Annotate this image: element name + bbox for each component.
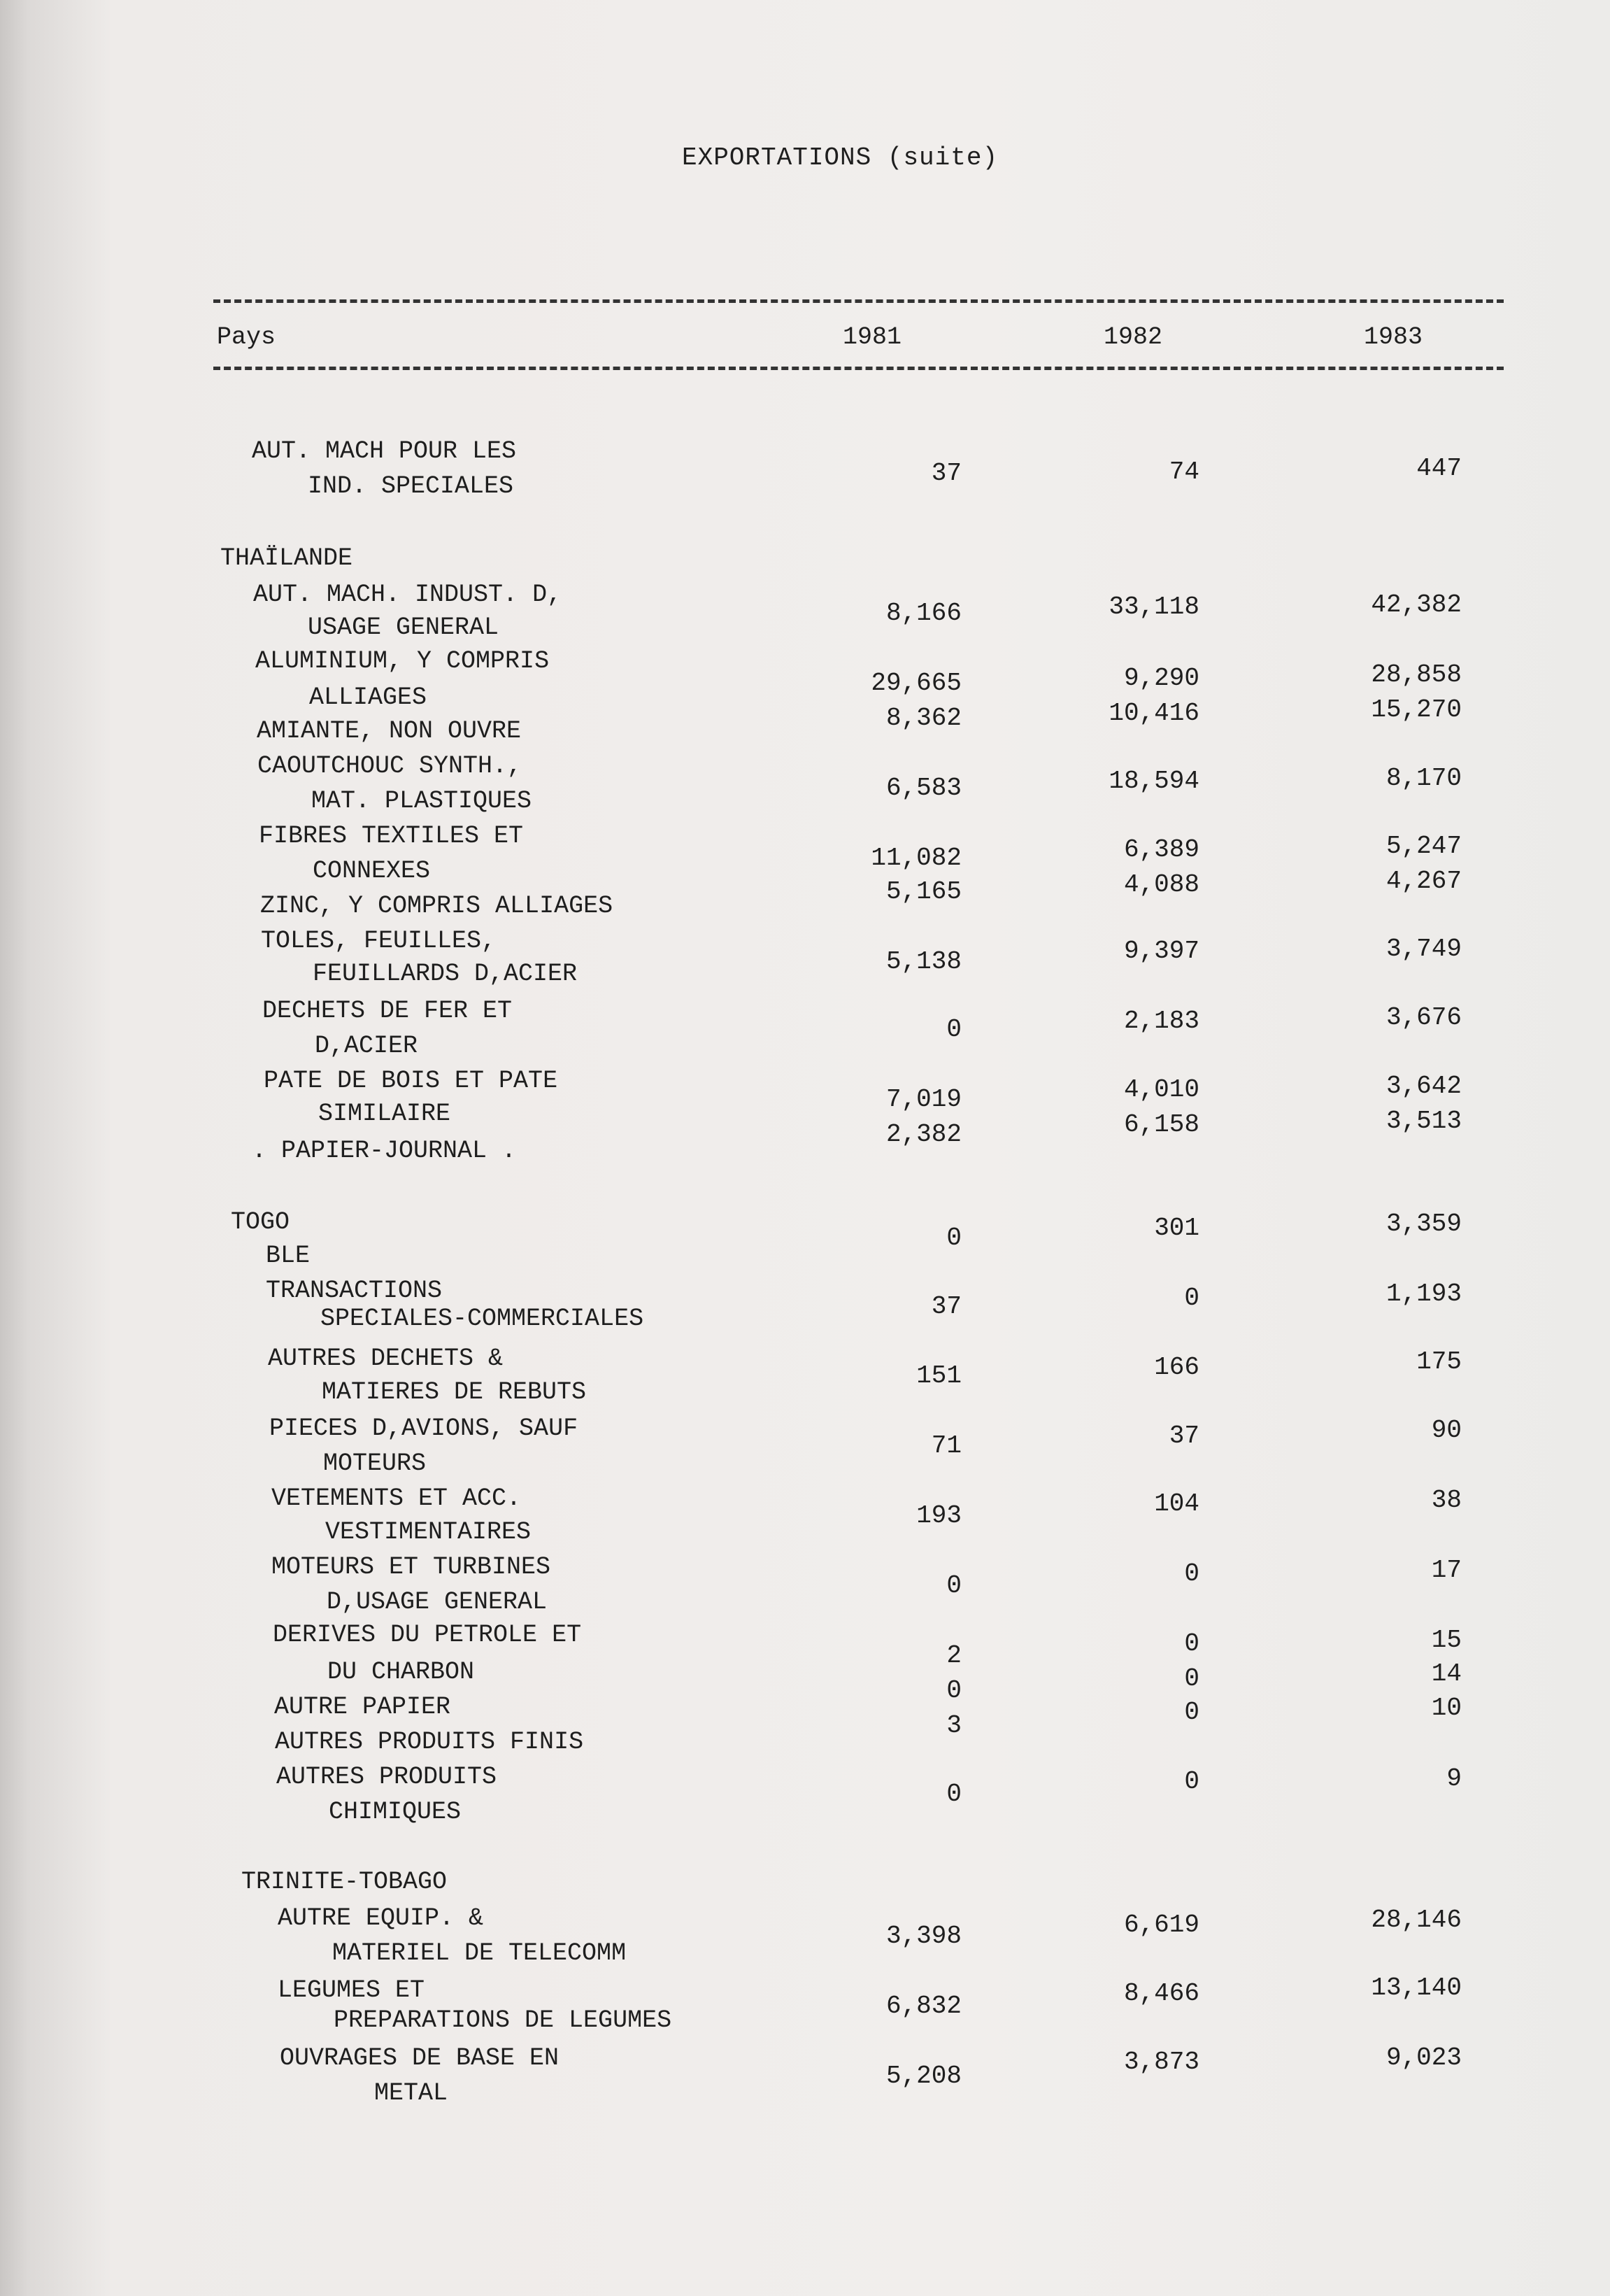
item-label: VETEMENTS ET ACC. bbox=[271, 1484, 522, 1512]
value-1983: 13,140 bbox=[1371, 1973, 1462, 2002]
value-1981: 6,832 bbox=[885, 1992, 962, 2020]
value-1982: 0 bbox=[1184, 1629, 1199, 1658]
value-1983: 42,382 bbox=[1371, 590, 1462, 619]
value-1982: 6,158 bbox=[1123, 1110, 1199, 1139]
value-1982: 3,873 bbox=[1123, 2048, 1199, 2076]
item-label: D,ACIER bbox=[315, 1032, 418, 1060]
value-1982: 18,594 bbox=[1109, 767, 1199, 795]
value-1983: 14 bbox=[1431, 1659, 1462, 1688]
value-1981: 2,382 bbox=[885, 1120, 962, 1149]
value-1983: 10 bbox=[1431, 1694, 1462, 1722]
value-1983: 38 bbox=[1431, 1486, 1462, 1515]
item-label: DU CHARBON bbox=[327, 1658, 475, 1686]
value-1981: 37 bbox=[931, 1292, 962, 1321]
value-1981: 29,665 bbox=[871, 669, 962, 697]
item-label: ZINC, Y COMPRIS ALLIAGES bbox=[260, 892, 613, 920]
item-label: METAL bbox=[374, 2079, 448, 2107]
value-1983: 447 bbox=[1416, 454, 1462, 483]
item-label: CHIMIQUES bbox=[329, 1798, 462, 1826]
value-1983: 28,146 bbox=[1371, 1906, 1462, 1934]
value-1983: 175 bbox=[1416, 1347, 1462, 1376]
value-1981: 0 bbox=[946, 1571, 962, 1600]
item-label: ALLIAGES bbox=[309, 683, 427, 711]
value-1981: 0 bbox=[946, 1015, 962, 1044]
value-1983: 8,170 bbox=[1385, 764, 1462, 793]
value-1981: 3,398 bbox=[885, 1922, 962, 1950]
value-1982: 301 bbox=[1154, 1214, 1199, 1242]
value-1982: 37 bbox=[1169, 1422, 1199, 1450]
item-label: SPECIALES-COMMERCIALES bbox=[320, 1305, 644, 1333]
value-1981: 5,208 bbox=[885, 2062, 962, 2090]
value-1983: 3,642 bbox=[1385, 1072, 1462, 1100]
item-label: DECHETS DE FER ET bbox=[262, 997, 513, 1025]
header-pays: Pays bbox=[217, 323, 276, 351]
value-1982: 6,389 bbox=[1123, 835, 1199, 864]
value-1982: 0 bbox=[1184, 1767, 1199, 1796]
item-label: AUT. MACH POUR LES bbox=[252, 437, 517, 465]
value-1982: 0 bbox=[1184, 1664, 1199, 1693]
value-1981: 0 bbox=[946, 1676, 962, 1705]
item-label: PATE DE BOIS ET PATE bbox=[264, 1067, 558, 1095]
value-1983: 5,247 bbox=[1385, 832, 1462, 860]
header-bottom-rule bbox=[213, 367, 1504, 370]
value-1983: 28,858 bbox=[1371, 660, 1462, 689]
item-label: MATIERES DE REBUTS bbox=[322, 1378, 587, 1406]
item-label: PREPARATIONS DE LEGUMES bbox=[334, 2006, 672, 2034]
value-1983: 3,749 bbox=[1385, 935, 1462, 963]
value-1981: 193 bbox=[916, 1501, 962, 1530]
item-label: AUTRES DECHETS & bbox=[268, 1345, 504, 1373]
value-1981: 11,082 bbox=[871, 844, 962, 872]
item-label: BLE bbox=[266, 1242, 311, 1270]
header-1981: 1981 bbox=[843, 323, 902, 351]
value-1983: 9 bbox=[1446, 1764, 1462, 1793]
header-top-rule bbox=[213, 299, 1504, 303]
value-1981: 6,583 bbox=[885, 774, 962, 802]
value-1982: 0 bbox=[1184, 1559, 1199, 1588]
item-label: FEUILLARDS D,ACIER bbox=[313, 960, 578, 988]
value-1983: 9,023 bbox=[1385, 2043, 1462, 2072]
value-1982: 4,088 bbox=[1123, 870, 1199, 899]
value-1982: 8,466 bbox=[1123, 1979, 1199, 2008]
value-1982: 74 bbox=[1169, 458, 1199, 486]
value-1982: 9,290 bbox=[1123, 664, 1199, 693]
value-1981: 8,362 bbox=[885, 704, 962, 732]
country-heading: THAÏLANDE bbox=[220, 544, 353, 572]
value-1983: 3,513 bbox=[1385, 1107, 1462, 1135]
value-1982: 0 bbox=[1184, 1698, 1199, 1727]
item-label: AMIANTE, NON OUVRE bbox=[257, 717, 522, 745]
item-label: IND. SPECIALES bbox=[308, 472, 514, 500]
value-1983: 15,270 bbox=[1371, 695, 1462, 724]
item-label: AUTRE PAPIER bbox=[274, 1693, 451, 1721]
value-1981: 2 bbox=[946, 1641, 962, 1670]
value-1983: 17 bbox=[1431, 1556, 1462, 1585]
item-label: OUVRAGES DE BASE EN bbox=[280, 2044, 560, 2072]
item-label: AUTRES PRODUITS bbox=[276, 1763, 497, 1791]
item-label: TRANSACTIONS bbox=[266, 1277, 443, 1305]
item-label: USAGE GENERAL bbox=[308, 614, 499, 642]
item-label: VESTIMENTAIRES bbox=[325, 1518, 532, 1546]
value-1983: 15 bbox=[1431, 1626, 1462, 1654]
value-1982: 0 bbox=[1184, 1284, 1199, 1312]
item-label: AUTRE EQUIP. & bbox=[278, 1904, 484, 1932]
item-label: AUT. MACH. INDUST. D, bbox=[253, 581, 562, 609]
value-1983: 3,359 bbox=[1385, 1210, 1462, 1238]
header-1983: 1983 bbox=[1364, 323, 1423, 351]
value-1981: 37 bbox=[931, 459, 962, 488]
item-label: AUTRES PRODUITS FINIS bbox=[275, 1728, 584, 1756]
item-label: D,USAGE GENERAL bbox=[327, 1588, 548, 1616]
header-1982: 1982 bbox=[1104, 323, 1163, 351]
item-label: PIECES D,AVIONS, SAUF bbox=[269, 1415, 578, 1443]
value-1981: 0 bbox=[946, 1224, 962, 1252]
item-label: . PAPIER-JOURNAL . bbox=[252, 1137, 517, 1165]
value-1982: 104 bbox=[1154, 1489, 1199, 1518]
value-1983: 1,193 bbox=[1385, 1280, 1462, 1308]
item-label: CAOUTCHOUC SYNTH., bbox=[257, 752, 522, 780]
item-label: FIBRES TEXTILES ET bbox=[259, 822, 524, 850]
value-1981: 5,138 bbox=[885, 947, 962, 976]
country-heading: TOGO bbox=[231, 1208, 290, 1236]
item-label: DERIVES DU PETROLE ET bbox=[273, 1621, 582, 1649]
value-1982: 33,118 bbox=[1109, 593, 1199, 621]
item-label: MOTEURS bbox=[323, 1450, 427, 1477]
value-1983: 4,267 bbox=[1385, 867, 1462, 895]
value-1981: 0 bbox=[946, 1780, 962, 1808]
value-1982: 9,397 bbox=[1123, 937, 1199, 965]
value-1982: 6,619 bbox=[1123, 1911, 1199, 1939]
value-1982: 166 bbox=[1154, 1353, 1199, 1382]
value-1981: 7,019 bbox=[885, 1085, 962, 1114]
item-label: CONNEXES bbox=[313, 857, 431, 885]
item-label: LEGUMES ET bbox=[278, 1976, 425, 2004]
country-heading: TRINITE-TOBAGO bbox=[241, 1868, 448, 1896]
item-label: SIMILAIRE bbox=[318, 1100, 451, 1128]
value-1982: 2,183 bbox=[1123, 1007, 1199, 1035]
value-1983: 3,676 bbox=[1385, 1003, 1462, 1032]
value-1981: 8,166 bbox=[885, 599, 962, 628]
value-1982: 4,010 bbox=[1123, 1075, 1199, 1104]
item-label: MATERIEL DE TELECOMM bbox=[332, 1939, 627, 1967]
item-label: ALUMINIUM, Y COMPRIS bbox=[255, 647, 550, 675]
item-label: TOLES, FEUILLES, bbox=[261, 927, 497, 955]
value-1981: 3 bbox=[946, 1711, 962, 1740]
value-1982: 10,416 bbox=[1109, 699, 1199, 728]
item-label: MOTEURS ET TURBINES bbox=[271, 1553, 551, 1581]
value-1981: 71 bbox=[931, 1431, 962, 1460]
page-title: EXPORTATIONS (suite) bbox=[682, 143, 999, 172]
value-1981: 5,165 bbox=[885, 877, 962, 906]
value-1983: 90 bbox=[1431, 1416, 1462, 1445]
item-label: MAT. PLASTIQUES bbox=[311, 787, 532, 815]
value-1981: 151 bbox=[916, 1361, 962, 1390]
